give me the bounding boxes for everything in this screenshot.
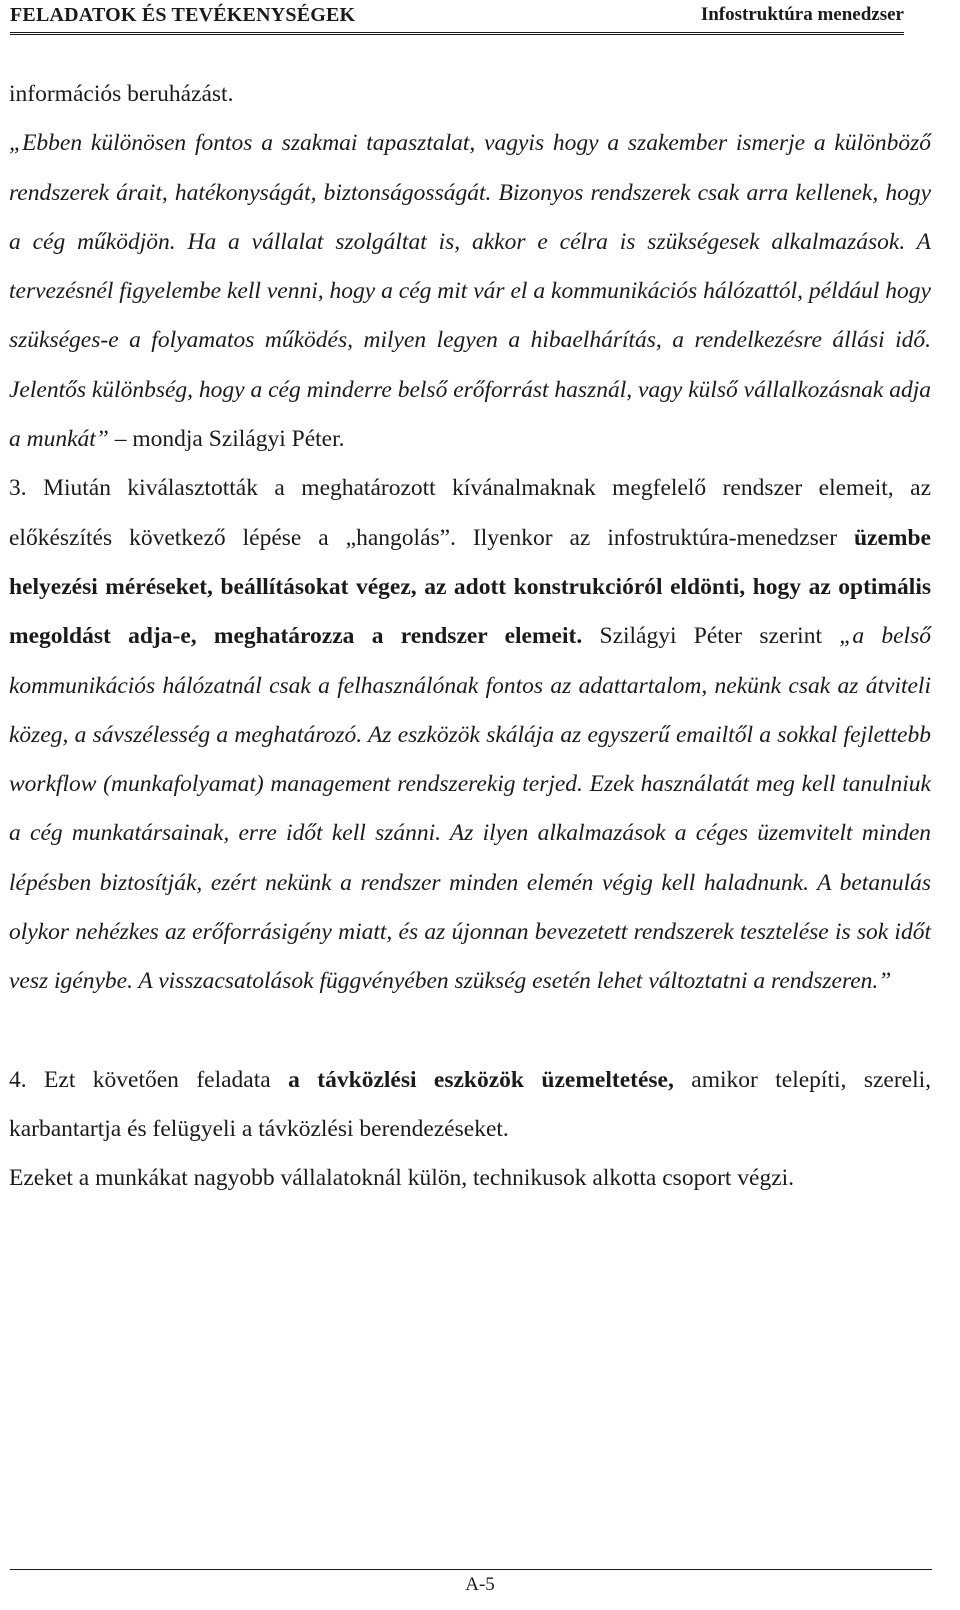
paragraph-4 [9, 1056, 931, 1155]
paragraph-3-intro: 3. Miután kiválasztották a meghatározott kívánalmaknak megfelelő rendszer elemeit, az előkészítés következő lépése a „hangolás”. Ilyenkor az infostruktúra-menedzser [9, 475, 931, 551]
paragraph-1-text: információs beruházást. [9, 81, 234, 107]
paragraph-1 [9, 70, 931, 119]
footer-rule [10, 1569, 932, 1570]
paragraph-3-attribution: Szilágyi Péter szerint [582, 623, 840, 650]
quote-szilagyi-2: „a belső kommunikációs hálózatnál csak a felhasználónak fontos az adattartalom, nekünk csak az átviteli közeg, a sávszélesség a meghatározó. Az eszközök skálája az egyszerű emailtől a sokkal fejlettebb workflow (munkafolyamat) management rendszerekig terjed. Ezek használatát meg kell tanulniuk a cég munkatársainak, erre időt kell szánni. Az ilyen alkalmazások a céges üzemvitelt minden lépésben biztosítják, ezért nekünk a rendszer minden elemén végig kell haladnunk. A betanulás olykor nehézkes az erőforrásigény miatt, és az újonnan bevezetett rendszerek tesztelése is sok időt vesz igénybe. A visszacsatolások függvényében szükség esetén lehet változtatni a rendszeren.” [9, 623, 931, 995]
document-body [9, 70, 931, 1204]
header-rule [10, 32, 904, 35]
paragraph-4-bold: a távközlési eszközök üzemeltetése, [288, 1066, 674, 1093]
paragraph-4-rest: amikor telepíti, szereli, karbantartja és felügyeli a távközlési berendezéseket. [9, 1066, 932, 1142]
page-number: A-5 [465, 1574, 495, 1595]
paragraph-3 [9, 464, 931, 1006]
paragraph-4-intro: 4. Ezt követően feladata [9, 1066, 289, 1093]
paragraph-2-quote [9, 119, 931, 464]
paragraph-gap [9, 1007, 931, 1056]
quote-szilagyi-1: „Ebben különösen fontos a szakmai tapasztalat, vagyis hogy a szakember ismerje a különböző rendszerek árait, hatékonyságát, biztonságosságát. Bizonyos rendszerek csak arra kellenek, hogy a cég működjön. Ha a vállalat szolgáltat is, akkor e célra is szükségesek alkalmazások. A tervezésnél figyelembe kell venni, hogy a cég mit vár el a kommunikációs hálózattól, például hogy szükséges-e a folyamatos működés, milyen legyen a hibaelhárítás, a rendelkezésre állási idő. Jelentős különbség, hogy a cég minderre belső erőforrást használ, vagy külső vállalkozásnak adja a munkát” [9, 130, 932, 453]
header-occupation-title: Infostruktúra menedzser [700, 4, 904, 25]
page-header [10, 0, 904, 30]
paragraph-5 [9, 1154, 931, 1203]
paragraph-3-bold: üzembe helyezési méréseket, beállításokat végez, az adott konstrukcióról eldönti, hogy az optimális megoldást adja-e, meghatározza a rendszer elemeit. [9, 524, 931, 650]
paragraph-5-text: Ezeket a munkákat nagyobb vállalatoknál külön, technikusok alkotta csoport végzi. [9, 1165, 795, 1192]
header-section-title: FELADATOK ÉS TEVÉKENYSÉGEK [10, 3, 356, 26]
quote-attribution: – mondja Szilágyi Péter. [108, 426, 345, 453]
